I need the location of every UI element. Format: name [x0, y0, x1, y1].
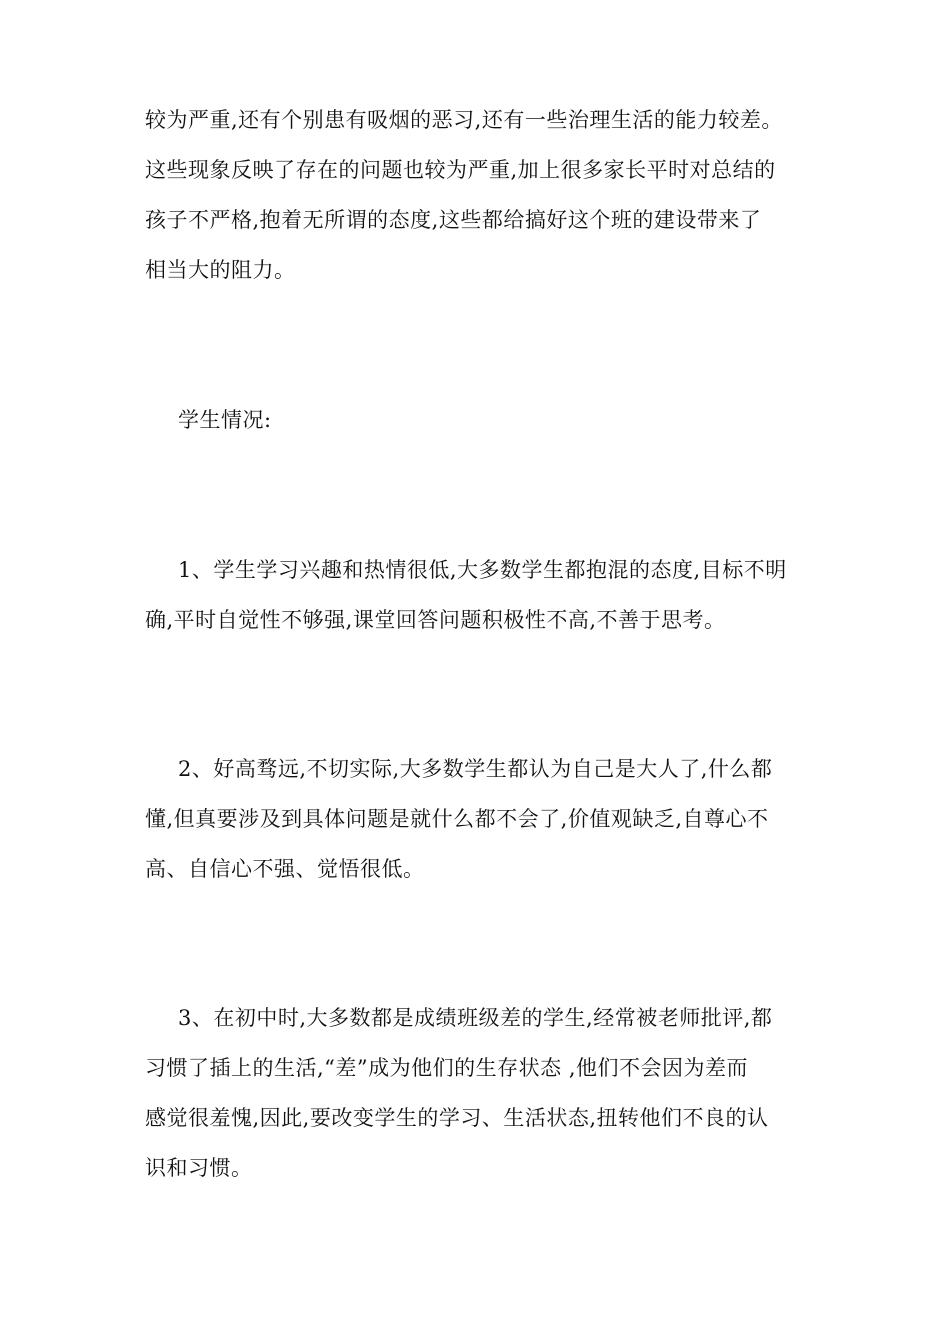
item-2-line-1: 2、好高骛远,不切实际,大多数学生都认为自己是大人了,什么都 [178, 757, 773, 781]
item-3-line-1: 3、在初中时,大多数都是成绩班级差的学生,经常被老师批评,都 [178, 1006, 773, 1030]
item-3-line-2: 习惯了插上的生活,“差”成为他们的生存状态 ,他们不会因为差而 [145, 1056, 748, 1080]
item-3-line-3: 感觉很羞愧,因此,要改变学生的学习、生活状态,扭转他们不良的认 [145, 1106, 769, 1130]
item-1-line-2: 确,平时自觉性不够强,课堂回答问题积极性不高,不善于思考。 [145, 608, 726, 632]
paragraph-1-line-4: 相当大的阻力。 [145, 258, 296, 282]
item-3-line-4: 识和习惯。 [145, 1156, 253, 1180]
item-1-line-1: 1、学生学习兴趣和热情很低,大多数学生都抱混的态度,目标不明 [178, 558, 787, 582]
paragraph-1-line-1: 较为严重,还有个别患有吸烟的恶习,还有一些治理生活的能力较差。 [145, 108, 783, 132]
paragraph-1-line-3: 孩子不严格,抱着无所谓的态度,这些都给搞好这个班的建设带来了 [145, 208, 762, 232]
section-heading-student-situation: 学生情况: [178, 408, 272, 432]
paragraph-1-line-2: 这些现象反映了存在的问题也较为严重,加上很多家长平时对总结的 [145, 158, 776, 182]
item-2-line-3: 高、自信心不强、觉悟很低。 [145, 857, 425, 881]
item-2-line-2: 懂,但真要涉及到具体问题是就什么都不会了,价值观缺乏,自尊心不 [145, 807, 769, 831]
